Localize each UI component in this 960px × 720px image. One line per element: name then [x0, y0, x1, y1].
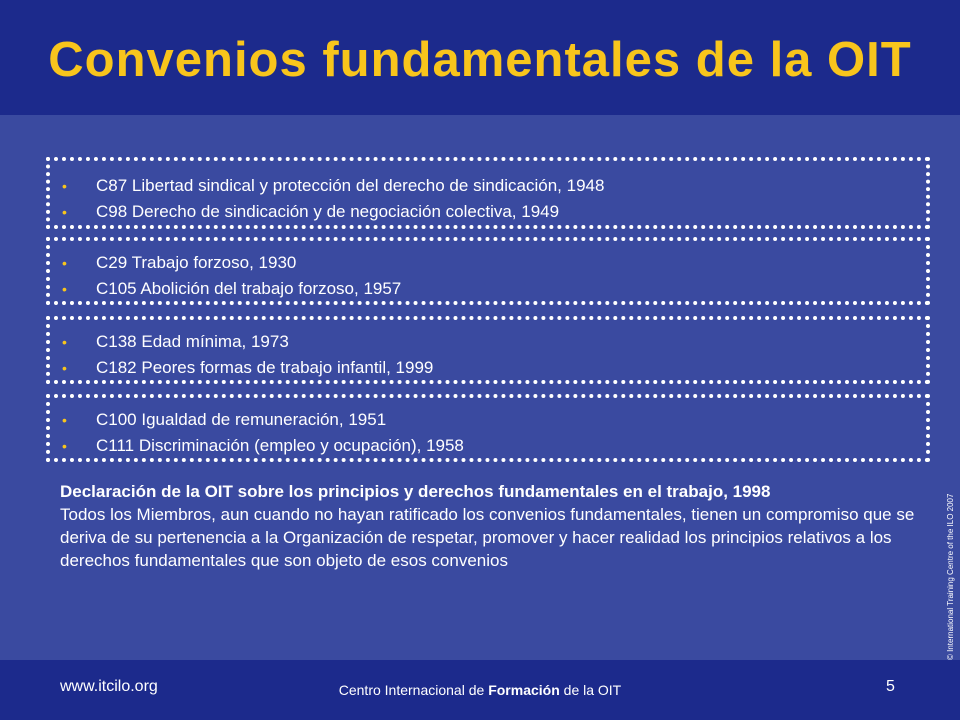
list-item-text: C29 Trabajo forzoso, 1930: [96, 253, 297, 272]
list-item: [62, 278, 401, 300]
list-item-text: C98 Derecho de sindicación y de negociación colectiva, 1949: [96, 202, 560, 221]
bullet-icon: •: [62, 334, 67, 350]
footer-org-part1: Centro Internacional de: [338, 682, 489, 698]
footer-url-link[interactable]: www.itcilo.org: [60, 678, 158, 695]
convention-group-discrimination: [46, 394, 930, 462]
copyright-credit: © International Training Centre of the ILO 2007: [946, 493, 955, 660]
list-item-text: C105 Abolición del trabajo forzoso, 1957: [96, 279, 402, 298]
page-number: 5: [886, 678, 895, 695]
bullet-icon: •: [62, 438, 67, 454]
convention-group-child-labour: [46, 316, 930, 384]
list-item: [62, 357, 433, 379]
list-item: [62, 331, 289, 353]
list-item: [62, 435, 464, 457]
footer-org-bold: Formación: [488, 682, 560, 698]
list-item-text: C138 Edad mínima, 1973: [96, 332, 289, 351]
list-item: [62, 175, 604, 197]
page-title: Convenios fundamentales de la OIT: [48, 33, 912, 87]
list-item-text: C100 Igualdad de remuneración, 1951: [96, 410, 387, 429]
bullet-icon: •: [62, 360, 67, 376]
list-item: [62, 201, 559, 223]
declaration-text: Todos los Miembros, aun cuando no hayan ratificado los convenios fundamentales, tienen un compromiso que se deriva de su pertenencia a la Organización de respetar, promover y hacer realidad los principios relativos a los derechos fundamentales que son objeto de esos convenios: [60, 505, 915, 570]
declaration-title: Declaración de la OIT sobre los principios y derechos fundamentales en el trabajo, 1998: [60, 482, 771, 501]
list-item-text: C87 Libertad sindical y protección del derecho de sindicación, 1948: [96, 176, 605, 195]
bullet-icon: •: [62, 204, 67, 220]
footer-org-part2: de la OIT: [559, 682, 622, 698]
bullet-icon: •: [62, 281, 67, 297]
convention-group-freedom-of-association: [46, 157, 930, 229]
declaration-block: [60, 480, 920, 572]
bullet-icon: •: [62, 178, 67, 194]
footer-organization: [0, 682, 960, 698]
list-item-text: C182 Peores formas de trabajo infantil, 1999: [96, 358, 434, 377]
list-item: [62, 409, 386, 431]
list-item: [62, 252, 296, 274]
bullet-icon: •: [62, 412, 67, 428]
footer-bar: [0, 660, 960, 720]
convention-group-forced-labour: [46, 237, 930, 305]
bullet-icon: •: [62, 255, 67, 271]
list-item-text: C111 Discriminación (empleo y ocupación), 1958: [96, 436, 464, 455]
header-bar: [0, 0, 960, 115]
